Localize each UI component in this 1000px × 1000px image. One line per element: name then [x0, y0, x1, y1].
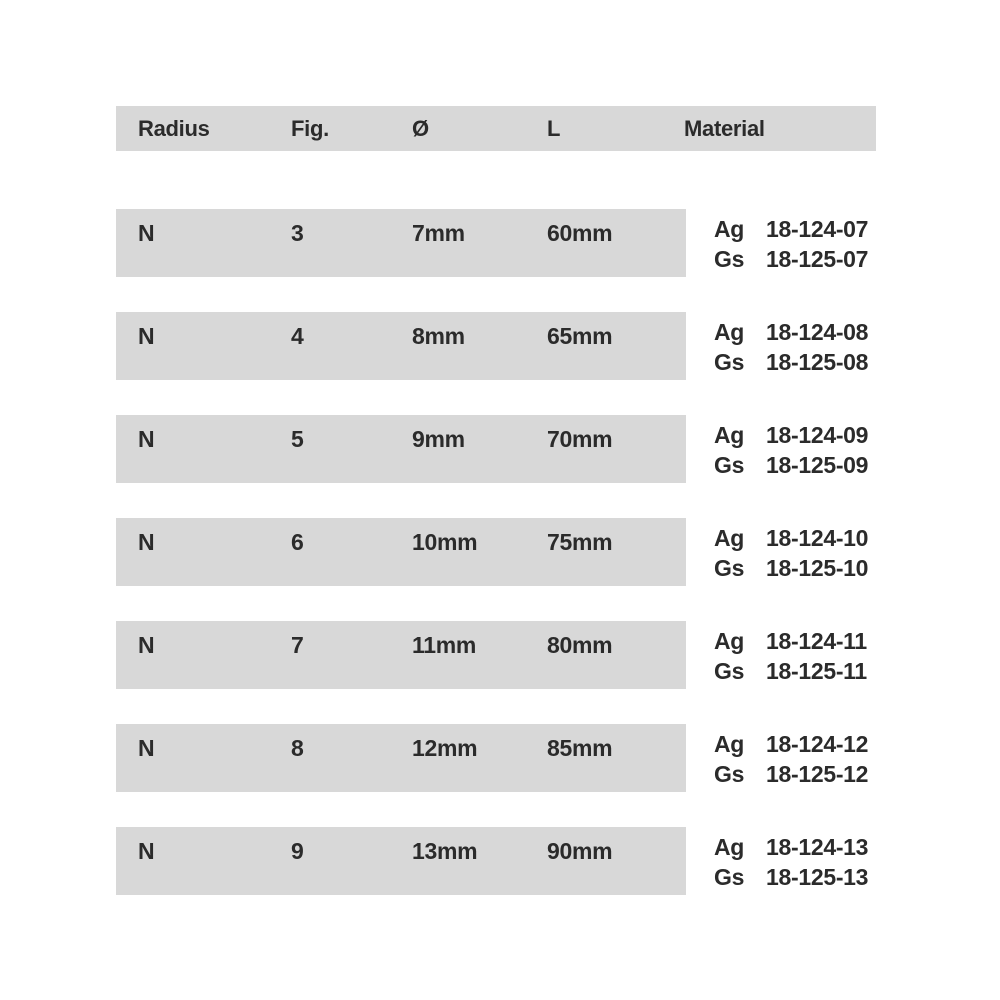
material-code: Ag — [714, 422, 745, 448]
table-row — [116, 209, 876, 277]
cell-fig: 7 — [291, 632, 304, 658]
material-number: 18-125-09 — [766, 452, 869, 478]
cell-length: 70mm — [547, 426, 613, 452]
material-code: Ag — [714, 216, 745, 242]
header-diameter: Ø — [412, 116, 429, 141]
table-row — [116, 621, 876, 689]
cell-length: 80mm — [547, 632, 613, 658]
material-number: 18-124-09 — [766, 422, 869, 448]
cell-radius: N — [138, 529, 155, 555]
product-table — [116, 106, 876, 890]
material-code: Gs — [714, 452, 745, 478]
header-length: L — [547, 116, 561, 141]
cell-fig: 8 — [291, 735, 304, 761]
cell-diameter: 9mm — [412, 426, 465, 452]
table-header — [116, 106, 876, 151]
table-row — [116, 724, 876, 792]
header-radius: Radius — [138, 116, 210, 141]
cell-diameter: 11mm — [412, 632, 477, 658]
material-number: 18-125-13 — [766, 864, 869, 890]
material-number: 18-125-08 — [766, 349, 869, 375]
cell-length: 60mm — [547, 220, 613, 246]
cell-radius: N — [138, 735, 155, 761]
cell-fig: 3 — [291, 220, 304, 246]
cell-radius: N — [138, 838, 155, 864]
table-row — [116, 415, 876, 483]
cell-radius: N — [138, 426, 155, 452]
material-number: 18-125-11 — [766, 658, 867, 684]
cell-radius: N — [138, 220, 155, 246]
cell-fig: 5 — [291, 426, 304, 452]
cell-length: 90mm — [547, 838, 613, 864]
cell-length: 75mm — [547, 529, 613, 555]
material-code: Gs — [714, 864, 745, 890]
material-code: Ag — [714, 628, 745, 654]
cell-diameter: 13mm — [412, 838, 478, 864]
cell-fig: 9 — [291, 838, 304, 864]
cell-length: 85mm — [547, 735, 613, 761]
header-material: Material — [684, 116, 765, 141]
material-code: Ag — [714, 731, 745, 757]
material-code: Ag — [714, 319, 745, 345]
cell-diameter: 8mm — [412, 323, 465, 349]
table-row — [116, 827, 876, 895]
material-code: Gs — [714, 555, 745, 581]
cell-diameter: 7mm — [412, 220, 465, 246]
table-row — [116, 518, 876, 586]
material-number: 18-124-10 — [766, 525, 869, 551]
material-code: Gs — [714, 658, 745, 684]
table-row — [116, 312, 876, 380]
cell-diameter: 12mm — [412, 735, 478, 761]
material-number: 18-124-12 — [766, 731, 869, 757]
material-code: Ag — [714, 525, 745, 551]
material-code: Gs — [714, 761, 745, 787]
cell-fig: 6 — [291, 529, 304, 555]
cell-radius: N — [138, 323, 155, 349]
cell-length: 65mm — [547, 323, 613, 349]
material-code: Gs — [714, 246, 745, 272]
material-number: 18-124-11 — [766, 628, 867, 654]
table-body — [116, 209, 876, 895]
cell-radius: N — [138, 632, 155, 658]
material-code: Gs — [714, 349, 745, 375]
material-number: 18-124-07 — [766, 216, 869, 242]
material-number: 18-125-12 — [766, 761, 869, 787]
material-number: 18-124-13 — [766, 834, 869, 860]
cell-diameter: 10mm — [412, 529, 478, 555]
material-number: 18-124-08 — [766, 319, 869, 345]
cell-fig: 4 — [291, 323, 304, 349]
material-number: 18-125-07 — [766, 246, 869, 272]
material-code: Ag — [714, 834, 745, 860]
material-number: 18-125-10 — [766, 555, 869, 581]
header-fig: Fig. — [291, 116, 329, 141]
